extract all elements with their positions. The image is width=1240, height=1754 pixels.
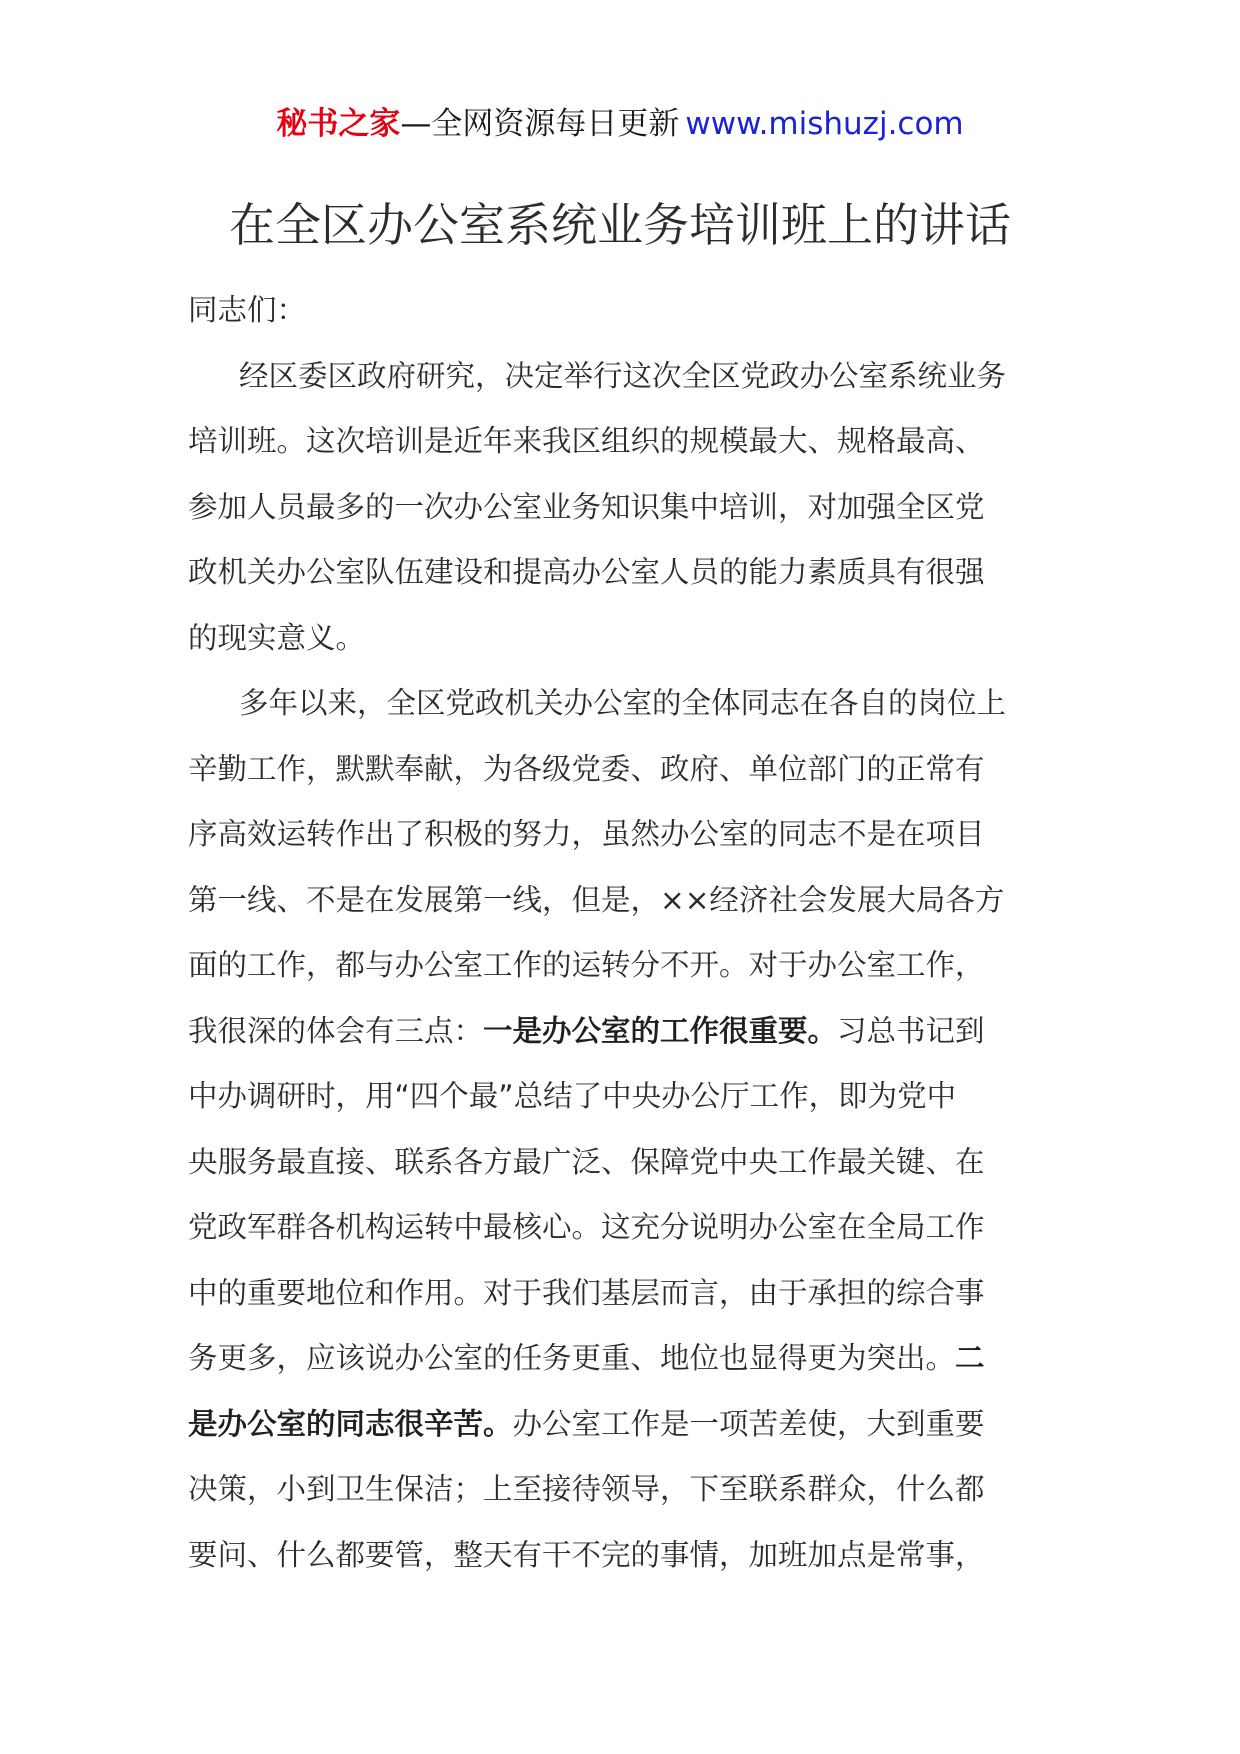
paragraph-line: 中办调研时，用“四个最”总结了中央办公厅工作，即为党中 (188, 1079, 957, 1113)
site-url-link[interactable]: www.mishuzj.com (685, 106, 964, 142)
bold-point-two: 是办公室的同志很辛苦。 (188, 1406, 513, 1441)
salutation: 同志们： (188, 293, 307, 327)
header-banner (0, 102, 1240, 146)
paragraph-line: 经区委区政府研究，决定举行这次全区党政办公室系统业务 (239, 358, 1007, 393)
document-body (188, 278, 1060, 1588)
text-run: 我很深的体会有三点： (188, 1013, 484, 1048)
bold-point-one: 一是办公室的工作很重要。 (483, 1013, 838, 1048)
paragraph-line: 央服务最直接、联系各方最广泛、保障党中央工作最关键、在 (188, 1144, 985, 1179)
text-run: 习总书记到 (837, 1013, 985, 1048)
brand-name: 秘书之家 (276, 106, 401, 142)
paragraph-line: 面的工作，都与办公室工作的运转分不开。对于办公室工作， (188, 948, 985, 982)
paragraph-line (188, 1392, 1060, 1458)
text-run: 办公室工作是一项苦差使，大到重要 (512, 1406, 985, 1441)
header-slogan: —全网资源每日更新 (400, 106, 680, 142)
bold-point-two-start: 二 (955, 1341, 985, 1375)
paragraph-line: 决策，小到卫生保洁；上至接待领导，下至联系群众，什么都 (188, 1472, 985, 1506)
paragraph-line: 辛勤工作，默默奉献，为各级党委、政府、单位部门的正常有 (188, 751, 985, 786)
paragraph-line (188, 1326, 1060, 1392)
document-title: 在全区办公室系统业务培训班上的讲话 (229, 198, 1011, 252)
paragraph-2 (188, 671, 1060, 1588)
paragraph-line: 党政军群各机构运转中最核心。这充分说明办公室在全局工作 (188, 1210, 985, 1244)
paragraph-line: 政机关办公室队伍建设和提高办公室人员的能力素质具有很强 (188, 555, 985, 589)
paragraph-line: 中的重要地位和作用。对于我们基层而言，由于承担的综合事 (188, 1275, 985, 1310)
paragraph-line: 要问、什么都要管，整天有干不完的事情，加班加点是常事， (188, 1537, 985, 1572)
paragraph-line: 的现实意义。 (188, 620, 366, 655)
paragraph-line: 培训班。这次培训是近年来我区组织的规模最大、规格最高、 (188, 424, 985, 458)
paragraph-1 (188, 344, 1060, 672)
text-run: 务更多，应该说办公室的任务更重、地位也显得更为突出。 (188, 1341, 956, 1375)
paragraph-line (188, 999, 1060, 1065)
paragraph-line: 序高效运转作出了积极的努力，虽然办公室的同志不是在项目 (188, 817, 985, 851)
paragraph-line: 参加人员最多的一次办公室业务知识集中培训，对加强全区党 (188, 489, 985, 524)
paragraph-line: 多年以来，全区党政机关办公室的全体同志在各自的岗位上 (239, 686, 1007, 720)
paragraph-line: 第一线、不是在发展第一线，但是，××经济社会发展大局各方 (188, 882, 1005, 917)
